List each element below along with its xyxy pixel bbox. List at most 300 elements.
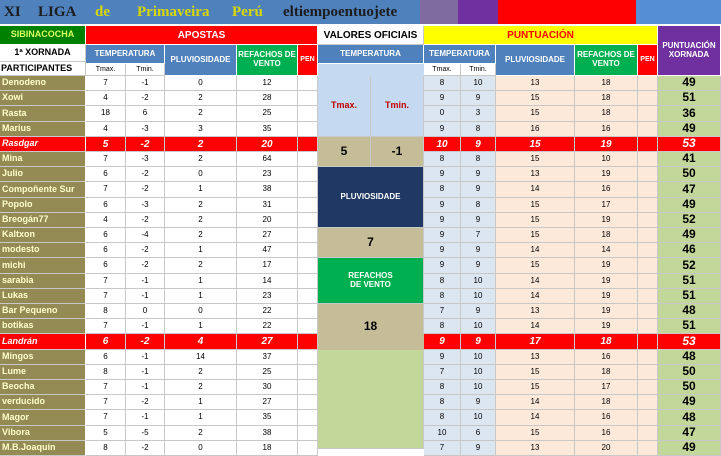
title-word-4: Perú: [232, 3, 263, 20]
bet-vento: 27: [237, 334, 298, 350]
points-tmax: 9: [424, 258, 461, 274]
bet-vento: 27: [237, 228, 298, 243]
apostas-pen-header: PEN: [298, 45, 318, 76]
bet-tmin: -1: [126, 319, 165, 334]
bet-tmax: 7: [86, 289, 126, 304]
points-tmax: 9: [424, 91, 461, 106]
bet-pluv: 0: [165, 167, 237, 182]
bet-tmax: 7: [86, 380, 126, 395]
points-vento: 20: [575, 441, 638, 456]
bet-pluv: 4: [165, 334, 237, 350]
bet-tmin: -5: [126, 426, 165, 441]
points-pen: [638, 304, 658, 319]
bet-vento: 25: [237, 365, 298, 380]
points-tmin: 10: [461, 350, 496, 365]
bet-tmin: -1: [126, 76, 165, 91]
points-pluv: 15: [496, 198, 575, 213]
bet-pen: [298, 289, 318, 304]
participant-name: botikas: [0, 319, 86, 334]
participant-name: Lukas: [0, 289, 86, 304]
bet-pluv: 1: [165, 274, 237, 289]
points-vento: 16: [575, 350, 638, 365]
points-tmax: 7: [424, 365, 461, 380]
oficial-empty-area: [318, 350, 424, 449]
points-tmax: 8: [424, 289, 461, 304]
bet-vento: 28: [237, 91, 298, 106]
color-strip-2: [458, 0, 498, 24]
bet-tmax: 5: [86, 426, 126, 441]
participant-name: sarabia: [0, 274, 86, 289]
points-vento: 19: [575, 213, 638, 228]
bet-pluv: 0: [165, 441, 237, 456]
bet-tmax: 7: [86, 395, 126, 410]
points-tmax: 9: [424, 122, 461, 137]
oficial-tmin-value: -1: [371, 137, 424, 167]
points-vento: 16: [575, 182, 638, 198]
points-pen: [638, 213, 658, 228]
participant-name: M.B.Joaquín: [0, 441, 86, 456]
bet-tmin: -1: [126, 365, 165, 380]
bet-tmax: 4: [86, 91, 126, 106]
puntuacion-temperatura-header: TEMPERATURA: [424, 45, 496, 64]
points-pluv: 13: [496, 441, 575, 456]
puntuacion-header: PUNTUACIÓN: [424, 26, 658, 45]
bet-tmax: 6: [86, 258, 126, 274]
points-tmax: 9: [424, 243, 461, 258]
points-vento: 10: [575, 152, 638, 167]
bet-tmin: -1: [126, 380, 165, 395]
points-pluv: 14: [496, 243, 575, 258]
bet-tmax: 6: [86, 228, 126, 243]
points-tmax: 8: [424, 274, 461, 289]
bet-pluv: 2: [165, 152, 237, 167]
points-tmin: 9: [461, 334, 496, 350]
bet-vento: 14: [237, 274, 298, 289]
title-word-0: XI: [4, 3, 21, 20]
total-score: 50: [658, 167, 721, 182]
oficial-band: [318, 334, 424, 350]
bet-tmin: -2: [126, 213, 165, 228]
bet-pluv: 1: [165, 243, 237, 258]
points-pluv: 15: [496, 258, 575, 274]
bet-tmax: 7: [86, 76, 126, 91]
participant-name: Kaltxon: [0, 228, 86, 243]
points-pluv: 15: [496, 365, 575, 380]
points-tmin: 7: [461, 228, 496, 243]
points-pen: [638, 167, 658, 182]
bet-pen: [298, 152, 318, 167]
points-tmin: 10: [461, 410, 496, 426]
bet-vento: 47: [237, 243, 298, 258]
points-pluv: 15: [496, 152, 575, 167]
apostas-tmin-header: Tmin.: [126, 64, 165, 76]
apostas-refachos-header: REFACHOS DE VENTO: [237, 45, 298, 76]
bet-tmax: 4: [86, 213, 126, 228]
bet-pluv: 2: [165, 228, 237, 243]
oficial-pluviosidade-value: 7: [318, 228, 424, 258]
bet-tmax: 7: [86, 410, 126, 426]
points-tmin: 10: [461, 380, 496, 395]
bet-pluv: 0: [165, 76, 237, 91]
bet-vento: 12: [237, 76, 298, 91]
points-pen: [638, 91, 658, 106]
bet-tmin: -2: [126, 167, 165, 182]
bet-pen: [298, 182, 318, 198]
participant-name: Popolo: [0, 198, 86, 213]
bet-pluv: 1: [165, 319, 237, 334]
points-tmax: 8: [424, 152, 461, 167]
bet-pen: [298, 228, 318, 243]
total-score: 36: [658, 106, 721, 122]
bet-tmin: -2: [126, 137, 165, 152]
total-score: 52: [658, 213, 721, 228]
bet-pluv: 1: [165, 410, 237, 426]
points-pen: [638, 76, 658, 91]
points-tmax: 10: [424, 137, 461, 152]
bet-tmin: -1: [126, 350, 165, 365]
puntuacion-pen-header: PEN: [638, 45, 658, 76]
bet-vento: 22: [237, 304, 298, 319]
title-word-1: LIGA: [38, 3, 77, 20]
total-score: 51: [658, 274, 721, 289]
bet-pluv: 14: [165, 350, 237, 365]
points-pen: [638, 228, 658, 243]
points-tmin: 6: [461, 426, 496, 441]
points-pen: [638, 137, 658, 152]
bet-tmin: -2: [126, 91, 165, 106]
bet-vento: 37: [237, 350, 298, 365]
participant-name: Marius: [0, 122, 86, 137]
points-pluv: 17: [496, 334, 575, 350]
points-pluv: 14: [496, 319, 575, 334]
points-pen: [638, 380, 658, 395]
points-pen: [638, 395, 658, 410]
bet-pen: [298, 441, 318, 456]
participant-name: Bar Pequeno: [0, 304, 86, 319]
participant-name: Landrán: [0, 334, 86, 350]
points-vento: 16: [575, 122, 638, 137]
bet-pen: [298, 76, 318, 91]
bet-pluv: 1: [165, 182, 237, 198]
total-score: 41: [658, 152, 721, 167]
bet-tmin: -1: [126, 274, 165, 289]
points-tmin: 9: [461, 182, 496, 198]
points-pen: [638, 243, 658, 258]
puntuacion-tmin-header: Tmin.: [461, 64, 496, 76]
total-score: 48: [658, 410, 721, 426]
apostas-temperatura-header: TEMPERATURA: [86, 45, 165, 64]
bet-tmin: -2: [126, 395, 165, 410]
bet-tmin: -3: [126, 122, 165, 137]
total-score: 47: [658, 426, 721, 441]
apostas-tmax-header: Tmax.: [86, 64, 126, 76]
bet-pluv: 2: [165, 258, 237, 274]
points-tmin: 9: [461, 137, 496, 152]
points-pen: [638, 106, 658, 122]
bet-vento: 38: [237, 182, 298, 198]
points-vento: 16: [575, 410, 638, 426]
points-tmax: 7: [424, 441, 461, 456]
bet-tmin: -2: [126, 441, 165, 456]
points-vento: 19: [575, 167, 638, 182]
bet-pluv: 1: [165, 289, 237, 304]
total-score: 51: [658, 91, 721, 106]
bet-tmax: 7: [86, 152, 126, 167]
bet-pen: [298, 410, 318, 426]
points-pluv: 14: [496, 410, 575, 426]
title-word-5: eltiempoentuojete: [283, 3, 398, 20]
bet-tmin: -1: [126, 410, 165, 426]
total-score: 46: [658, 243, 721, 258]
total-score: 52: [658, 258, 721, 274]
points-tmin: 9: [461, 258, 496, 274]
points-tmax: 9: [424, 198, 461, 213]
bet-pen: [298, 319, 318, 334]
total-score: 53: [658, 137, 721, 152]
bet-pen: [298, 426, 318, 441]
points-tmax: 10: [424, 426, 461, 441]
bet-tmax: 6: [86, 350, 126, 365]
oficial-tmax-label: Tmax.: [318, 76, 371, 137]
total-score: 50: [658, 365, 721, 380]
bet-tmin: -3: [126, 198, 165, 213]
total-score: 49: [658, 198, 721, 213]
points-pen: [638, 198, 658, 213]
bet-pen: [298, 274, 318, 289]
participant-name: Breogán77: [0, 213, 86, 228]
bet-tmin: -1: [126, 289, 165, 304]
bet-vento: 18: [237, 441, 298, 456]
puntuacion-xornada-header: PUNTUACIÓN XORNADA: [658, 26, 721, 76]
points-vento: 19: [575, 137, 638, 152]
participant-name: Vibora: [0, 426, 86, 441]
points-pluv: 13: [496, 76, 575, 91]
points-vento: 19: [575, 274, 638, 289]
bet-vento: 35: [237, 122, 298, 137]
points-pen: [638, 319, 658, 334]
bet-vento: 35: [237, 410, 298, 426]
participantes-label: PARTICIPANTES: [0, 62, 86, 76]
bet-tmax: 8: [86, 441, 126, 456]
participant-name: Rasta: [0, 106, 86, 122]
bet-pluv: 2: [165, 365, 237, 380]
points-pluv: 15: [496, 91, 575, 106]
points-tmin: 9: [461, 243, 496, 258]
points-vento: 19: [575, 304, 638, 319]
points-pluv: 15: [496, 426, 575, 441]
points-pluv: 13: [496, 167, 575, 182]
points-pen: [638, 289, 658, 304]
bet-pluv: 2: [165, 380, 237, 395]
points-tmax: 8: [424, 76, 461, 91]
points-tmin: 9: [461, 304, 496, 319]
bet-pluv: 2: [165, 106, 237, 122]
bet-pen: [298, 122, 318, 137]
points-pluv: 15: [496, 380, 575, 395]
title-word-2: de: [95, 3, 110, 20]
participant-name: Compoñente Sur: [0, 182, 86, 198]
bet-vento: 25: [237, 106, 298, 122]
bet-vento: 27: [237, 395, 298, 410]
bet-tmin: -2: [126, 243, 165, 258]
bet-tmin: 0: [126, 304, 165, 319]
points-pluv: 14: [496, 395, 575, 410]
bet-pen: [298, 395, 318, 410]
points-tmin: 10: [461, 319, 496, 334]
bet-tmin: -2: [126, 334, 165, 350]
bet-vento: 22: [237, 319, 298, 334]
bet-tmax: 6: [86, 198, 126, 213]
total-score: 49: [658, 76, 721, 91]
bet-tmax: 7: [86, 182, 126, 198]
bet-tmin: 6: [126, 106, 165, 122]
bet-vento: 23: [237, 167, 298, 182]
bet-tmin: -2: [126, 258, 165, 274]
oficial-tmax-value: 5: [318, 137, 371, 167]
points-pluv: 15: [496, 106, 575, 122]
bet-pluv: 0: [165, 304, 237, 319]
sibinacocha-label: SIBINACOCHA: [0, 26, 86, 45]
points-tmin: 10: [461, 274, 496, 289]
points-pen: [638, 410, 658, 426]
points-vento: 19: [575, 289, 638, 304]
points-tmax: 0: [424, 106, 461, 122]
points-tmin: 9: [461, 167, 496, 182]
bet-pen: [298, 380, 318, 395]
bet-vento: 30: [237, 380, 298, 395]
bet-pluv: 2: [165, 91, 237, 106]
bet-pen: [298, 198, 318, 213]
total-score: 53: [658, 334, 721, 350]
bet-vento: 17: [237, 258, 298, 274]
points-pen: [638, 152, 658, 167]
bet-vento: 38: [237, 426, 298, 441]
puntuacion-refachos-header: REFACHOS DE VENTO: [575, 45, 638, 76]
points-pluv: 13: [496, 304, 575, 319]
bet-tmax: 7: [86, 319, 126, 334]
bet-pluv: 2: [165, 426, 237, 441]
points-vento: 18: [575, 91, 638, 106]
puntuacion-tmax-header: Tmax.: [424, 64, 461, 76]
points-vento: 18: [575, 395, 638, 410]
points-vento: 14: [575, 243, 638, 258]
points-pluv: 15: [496, 213, 575, 228]
bet-tmax: 5: [86, 137, 126, 152]
participant-name: Mingos: [0, 350, 86, 365]
total-score: 49: [658, 395, 721, 410]
points-tmax: 9: [424, 167, 461, 182]
points-pen: [638, 122, 658, 137]
bet-pen: [298, 258, 318, 274]
total-score: 51: [658, 319, 721, 334]
points-pen: [638, 426, 658, 441]
bet-pen: [298, 106, 318, 122]
bet-pen: [298, 304, 318, 319]
participant-name: michi: [0, 258, 86, 274]
points-tmin: 10: [461, 365, 496, 380]
points-pluv: 16: [496, 122, 575, 137]
bet-tmax: 7: [86, 274, 126, 289]
bet-pluv: 2: [165, 137, 237, 152]
points-pluv: 13: [496, 350, 575, 365]
bet-tmin: -2: [126, 182, 165, 198]
participant-name: Mina: [0, 152, 86, 167]
points-tmin: 9: [461, 91, 496, 106]
bet-tmin: -3: [126, 152, 165, 167]
points-pen: [638, 258, 658, 274]
oficial-refachos-label: REFACHOS DE VENTO: [318, 258, 424, 304]
total-score: 49: [658, 228, 721, 243]
total-score: 50: [658, 380, 721, 395]
points-vento: 18: [575, 334, 638, 350]
points-tmax: 8: [424, 395, 461, 410]
participant-name: modesto: [0, 243, 86, 258]
points-pluv: 14: [496, 274, 575, 289]
bet-pluv: 3: [165, 122, 237, 137]
points-vento: 18: [575, 228, 638, 243]
participant-name: Lume: [0, 365, 86, 380]
total-score: 51: [658, 289, 721, 304]
points-vento: 18: [575, 365, 638, 380]
points-tmax: 8: [424, 319, 461, 334]
points-tmin: 10: [461, 289, 496, 304]
bet-vento: 23: [237, 289, 298, 304]
points-tmin: 10: [461, 76, 496, 91]
total-score: 48: [658, 304, 721, 319]
bet-pen: [298, 167, 318, 182]
color-strip-4: [636, 0, 721, 24]
points-pluv: 14: [496, 289, 575, 304]
bet-pen: [298, 213, 318, 228]
apostas-pluviosidade-header: PLUVIOSIDADE: [165, 45, 237, 76]
points-pluv: 15: [496, 137, 575, 152]
points-vento: 17: [575, 380, 638, 395]
points-tmin: 3: [461, 106, 496, 122]
points-tmax: 8: [424, 182, 461, 198]
apostas-header: APOSTAS: [86, 26, 318, 45]
valores-oficiais-header: VALORES OFICIAIS: [318, 26, 424, 45]
bet-pen: [298, 334, 318, 350]
points-pen: [638, 365, 658, 380]
points-tmax: 9: [424, 213, 461, 228]
points-tmax: 9: [424, 334, 461, 350]
points-vento: 19: [575, 319, 638, 334]
oficial-tmin-label: Tmin.: [371, 76, 424, 137]
color-strip-1: [420, 0, 458, 24]
oficial-pluviosidade-label: PLUVIOSIDADE: [318, 167, 424, 228]
bet-vento: 31: [237, 198, 298, 213]
points-pen: [638, 350, 658, 365]
bet-pluv: 2: [165, 198, 237, 213]
bet-pen: [298, 365, 318, 380]
total-score: 49: [658, 122, 721, 137]
participant-name: Beocha: [0, 380, 86, 395]
oficial-temperatura-spacer: [318, 64, 424, 76]
points-tmax: 9: [424, 228, 461, 243]
bet-tmin: -4: [126, 228, 165, 243]
participant-name: Julio: [0, 167, 86, 182]
bet-tmax: 6: [86, 334, 126, 350]
participant-name: Magor: [0, 410, 86, 426]
points-pen: [638, 274, 658, 289]
participant-name: Rasdgar: [0, 137, 86, 152]
total-score: 48: [658, 350, 721, 365]
points-vento: 18: [575, 106, 638, 122]
title-word-3: Primaveira: [137, 3, 210, 20]
oficial-temperatura-header: TEMPERATURA: [318, 45, 424, 64]
bet-tmax: 6: [86, 243, 126, 258]
points-pen: [638, 441, 658, 456]
